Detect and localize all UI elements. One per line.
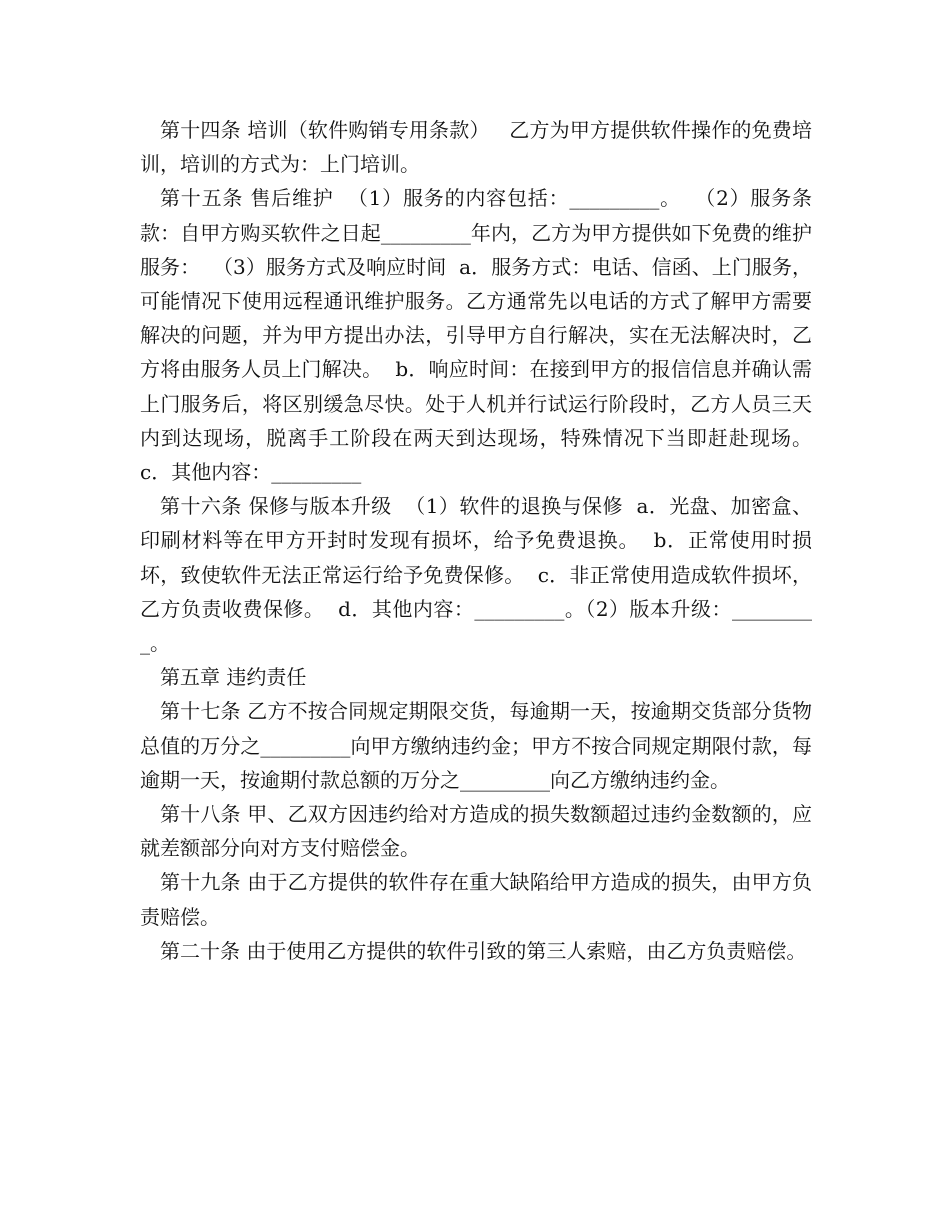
article-16-warranty-upgrade: 第十六条 保修与版本升级 （1）软件的退换与保修 a．光盘、加密盒、印刷材料等在甲方开封时发现有损坏，给予免费退换。 b．正常使用时损坏，致使软件无法正常运行给予免费保修。 c．非正常使用造成软件损坏，乙方负责收费保修。 d．其他内容：_________。（2）版本升级：_________。 (140, 494, 812, 656)
article-17-late-penalty: 第十七条 乙方不按合同规定期限交货，每逾期一天，按逾期交货部分货物总值的万分之_________向甲方缴纳违约金；甲方不按合同规定期限付款，每逾期一天，按逾期付款总额的万分之_________向乙方缴纳违约金。 (140, 699, 812, 792)
article-19-defect-liability: 第十九条 由于乙方提供的软件存在重大缺陷给甲方造成的损失，由甲方负责赔偿。 (140, 870, 812, 929)
chapter-5-heading: 第五章 违约责任 (160, 665, 307, 690)
article-20-third-party-claims: 第二十条 由于使用乙方提供的软件引致的第三人索赔，由乙方负责赔偿。 (160, 938, 807, 963)
contract-page (140, 113, 825, 968)
article-14-training: 第十四条 培训（软件购销专用条款） 乙方为甲方提供软件操作的免费培训，培训的方式为：上门培训。 (140, 118, 812, 177)
article-15-after-sales: 第十五条 售后维护 （1）服务的内容包括：_________。 （2）服务条款：自甲方购买软件之日起_________年内，乙方为甲方提供如下免费的维护服务： （3）服务方式及响应时间 a．服务方式：电话、信函、上门服务，可能情况下使用远程通讯维护服务。乙方通常先以电话的方式了解甲方需要解决的问题，并为甲方提出办法，引导甲方自行解决，实在无法解决时，乙方将由服务人员上门解决。 b．响应时间：在接到甲方的报信信息并确认需上门服务后，将区别缓急尽快。处于人机并行试运行阶段时，乙方人员三天内到达现场，脱离手工阶段在两天到达现场，特殊情况下当即赶赴现场。 c．其他内容：_________ (140, 186, 825, 485)
article-18-compensation: 第十八条 甲、乙双方因违约给对方造成的损失数额超过违约金数额的，应就差额部分向对方支付赔偿金。 (140, 802, 812, 861)
